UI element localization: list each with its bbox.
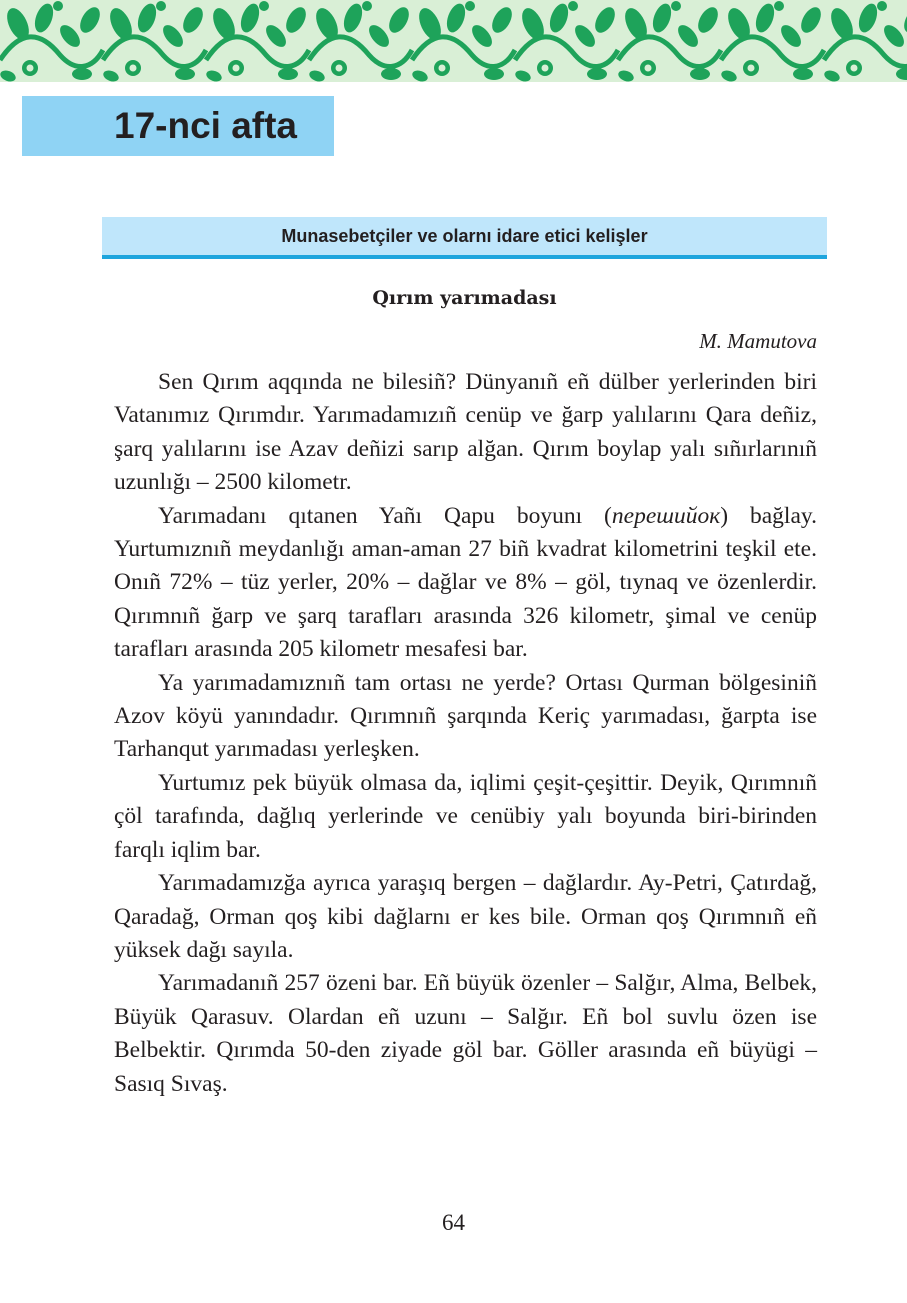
paragraph-text: Yarımadanı qıtanen Yañı Qapu boyunı ( <box>158 502 612 529</box>
paragraph: Yurtumız pek büyük olmasa da, iqlimi çeşit-çeşittir. Deyik, Qırımnıñ çöl tarafında, dağlıq yerlerinde ve cenübiy yalı boyunda biri-birinden farqlı iqlim bar. <box>114 769 817 863</box>
paragraph <box>114 500 817 667</box>
page-number: 64 <box>442 1210 465 1235</box>
floral-vine-border-icon <box>0 0 907 82</box>
text-title: Qırım yarımadası <box>372 287 557 309</box>
paragraph-text: ) bağlay. Yurtumıznıñ meydanlığı aman-aman 27 biñ kvadrat kilometrini teşkil ete. Onıñ 72% – tüz yerler, 20% – dağlar ve 8% – göl, tıynaq ve özenlerdir. Qırımnıñ ğarp ve şarq tarafları arasında 326 kilometr, şimal ve cenüp tarafları arasında 205 kilometr mesafesi bar. <box>114 502 817 663</box>
week-label-box <box>22 96 334 156</box>
article-body <box>114 366 817 1101</box>
paragraph: Yarımadanıñ 257 özeni bar. Eñ büyük özenler – Salğır, Alma, Belbek, Büyük Qarasuv. Olardan eñ uzunı – Salğır. Eñ bol suvlu özen ise Belbektir. Qırımda 50-den ziyade göl bar. Göller arasında eñ büyügi – Sasıq Sıvaş. <box>114 970 817 1097</box>
paragraph: Sen Qırım aqqında ne bilesiñ? Dünyanıñ eñ dülber yerlerinden biri Vatanımız Qırımdır. Yarımadamızıñ cenüp ve ğarp yalılarını Qara deñiz, şarq yalılarını ise Azav deñizi sarıp alğan. Qırım boylap yalı sıñırlarınıñ uzunlığı – 2500 kilometr. <box>114 369 817 496</box>
paragraph: Yarımadamızğa ayrıca yaraşıq bergen – dağlardır. Ay-Petri, Çatırdağ, Qaradağ, Orman qoş kibi dağlarnı er kes bile. Orman qoş Qırımnıñ eñ yüksek dağı sayıla. <box>114 870 817 963</box>
paragraph: Ya yarımadamıznıñ tam ortası ne yerde? Ortası Qurman bölgesiniñ Azov köyü yanındadır. Qırımnıñ şarqında Keriç yarımadası, ğarpta ise Tarhanqut yarımadası yerleşken. <box>114 669 817 763</box>
week-title: 17-nci afta <box>114 105 298 146</box>
author-name: M. Mamutova <box>699 329 817 353</box>
section-title: Munasebetçiler ve olarnı idare etici kelişler <box>281 225 648 246</box>
italic-term: перешийок <box>611 502 721 529</box>
section-header-bar <box>102 217 827 259</box>
